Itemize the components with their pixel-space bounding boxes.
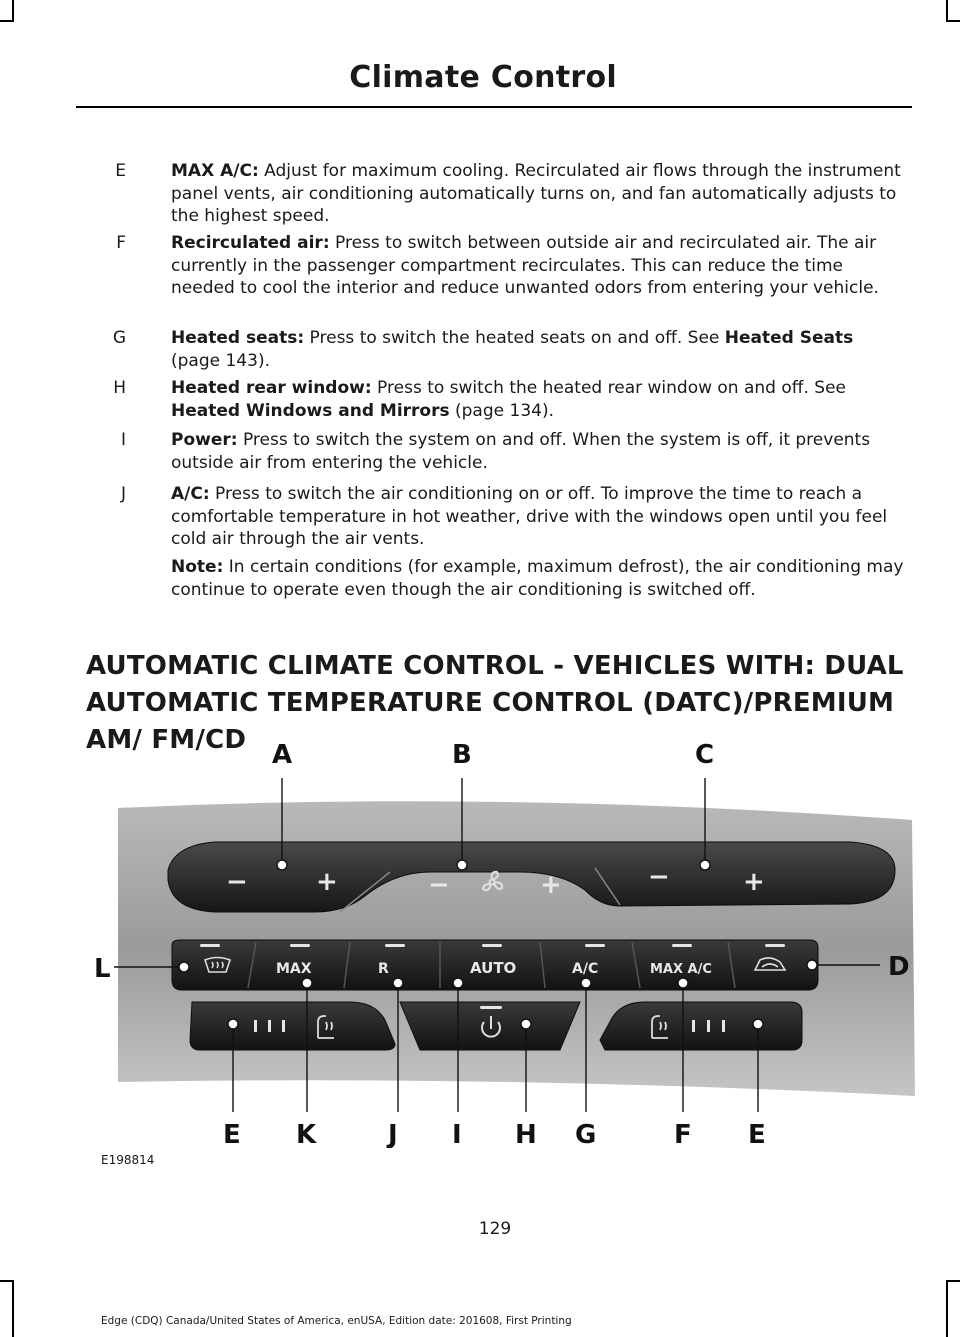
entry-tail: (page 143). [171,350,270,371]
callout-dot-h [521,1019,531,1029]
entry-letter: E [115,161,126,181]
auto-label[interactable]: AUTO [470,959,517,977]
seat-right-rocker [600,1002,802,1050]
fan-minus[interactable]: − [428,870,450,900]
callout-label-j: J [388,1120,398,1148]
callout-label-i: I [452,1120,462,1148]
callout-label-l: L [94,954,111,984]
callout-label-g: G [575,1120,597,1148]
indicator-led [585,944,605,947]
callout-label-d: D [888,952,910,982]
crop-mark [12,1280,14,1337]
entry-term: Heated seats: [171,328,305,348]
page-number: 129 [478,1219,512,1239]
temp-right-minus[interactable]: − [648,862,670,892]
power-led [480,1006,502,1009]
entry-term: A/C: [171,484,210,504]
entry-term: Recirculated air: [171,233,330,253]
entry-letter: H [113,378,126,398]
temp-right-plus[interactable]: + [743,867,765,897]
entry-text [171,483,904,551]
callout-label-c: C [695,740,715,770]
entry-body: Press to switch the heated rear window on and off. See [371,378,847,398]
callout-dot-a [277,860,287,870]
entry-letter: J [120,484,126,504]
section-heading: AUTOMATIC CLIMATE CONTROL - VEHICLES WITH: DUAL AUTOMATIC TEMPERATURE CONTROL (DATC)/PREMIUM AM/ FM/CD [86,651,904,755]
fan-plus[interactable]: + [540,870,562,900]
note-text [171,556,904,601]
callout-dot-c [700,860,710,870]
callout-label-e1: E [223,1120,241,1148]
crop-mark [0,20,14,22]
callout-dot-e1 [228,1019,238,1029]
callout-dot-l [179,962,189,972]
entry-tail: (page 134). [449,400,554,421]
entry-text [171,232,904,300]
note-body: In certain conditions (for example, maximum defrost), the air conditioning may continue to operate even though the air conditioning is switched off. [171,557,904,600]
entry-body: Press to switch the system on and off. When the system is off, it prevents outside air from entering the vehicle. [171,430,871,473]
seat-level-led [268,1020,271,1032]
entry-body: Press to switch the air conditioning on or off. To improve the time to reach a comfortable temperature in hot weather, drive with the windows open until you feel cold air through the air vents. [171,484,888,549]
entry-page-reference[interactable]: Heated Seats [724,328,854,348]
seat-level-led [722,1020,725,1032]
callout-label-b: B [452,740,472,770]
crop-mark [946,0,948,22]
callout-dot-k [302,978,312,988]
indicator-led [290,944,310,947]
callout-label-h: H [515,1120,537,1148]
entry-term: MAX A/C: [171,161,259,181]
callout-dot-b [457,860,467,870]
ac-label[interactable]: A/C [572,961,599,977]
temp-left-minus[interactable]: − [226,867,248,897]
callout-dot-i [453,978,463,988]
max-ac-label[interactable]: MAX A/C [650,962,712,977]
crop-mark [946,1280,960,1282]
callout-dot-d [807,960,817,970]
indicator-led [482,944,502,947]
crop-mark [0,1280,14,1282]
seat-level-led [254,1020,257,1032]
entry-text [171,327,904,372]
seat-level-led [707,1020,710,1032]
entry-text [171,429,904,474]
entry-term: Power: [171,430,238,450]
entry-body: Press to switch between outside air and recirculated air. The air currently in the passenger compartment recirculates. This can reduce the time needed to cool the interior and reduce unwanted odors from entering your vehicle. [171,233,879,298]
climate-control-panel-figure [76,728,916,1148]
max-defrost-label[interactable]: MAX [276,961,312,977]
indicator-led [385,944,405,947]
callout-label-f: F [674,1120,692,1148]
seat-level-led [282,1020,285,1032]
callout-label-k: K [296,1120,317,1148]
entry-body: Adjust for maximum cooling. Recirculated air flows through the instrument panel vents, air conditioning automatically turns on, and fan automatically adjusts to the highest speed. [171,161,901,226]
callout-dot-j [393,978,403,988]
page-header-title: Climate Control [349,60,617,95]
entry-text [171,377,904,422]
indicator-led [200,944,220,947]
indicator-led [765,944,785,947]
rear-defrost-label[interactable]: R [378,961,389,977]
entry-term: Heated rear window: [171,378,372,398]
callout-dot-g [581,978,591,988]
entry-letter: G [112,328,126,348]
seat-level-led [692,1020,695,1032]
entry-text [171,160,904,228]
callout-dot-e2 [753,1019,763,1029]
entry-body: Press to switch the heated seats on and off. See [304,328,725,348]
callout-label-a: A [272,740,293,770]
crop-mark [946,20,960,22]
note-term: Note: [171,557,224,577]
footer-text: Edge (CDQ) Canada/United States of America, enUSA, Edition date: 201608, First Printing [101,1315,572,1327]
header-rule [76,106,912,108]
entry-letter: I [120,430,126,450]
entry-page-reference[interactable]: Heated Windows and Mirrors [171,400,450,421]
callout-dot-f [678,978,688,988]
indicator-led [672,944,692,947]
seat-left-rocker [190,1002,395,1050]
temp-left-plus[interactable]: + [316,867,338,897]
crop-mark [12,0,14,22]
crop-mark [946,1280,948,1337]
entry-letter: F [116,233,126,253]
callout-label-e2: E [748,1120,766,1148]
figure-id: E198814 [101,1153,155,1167]
